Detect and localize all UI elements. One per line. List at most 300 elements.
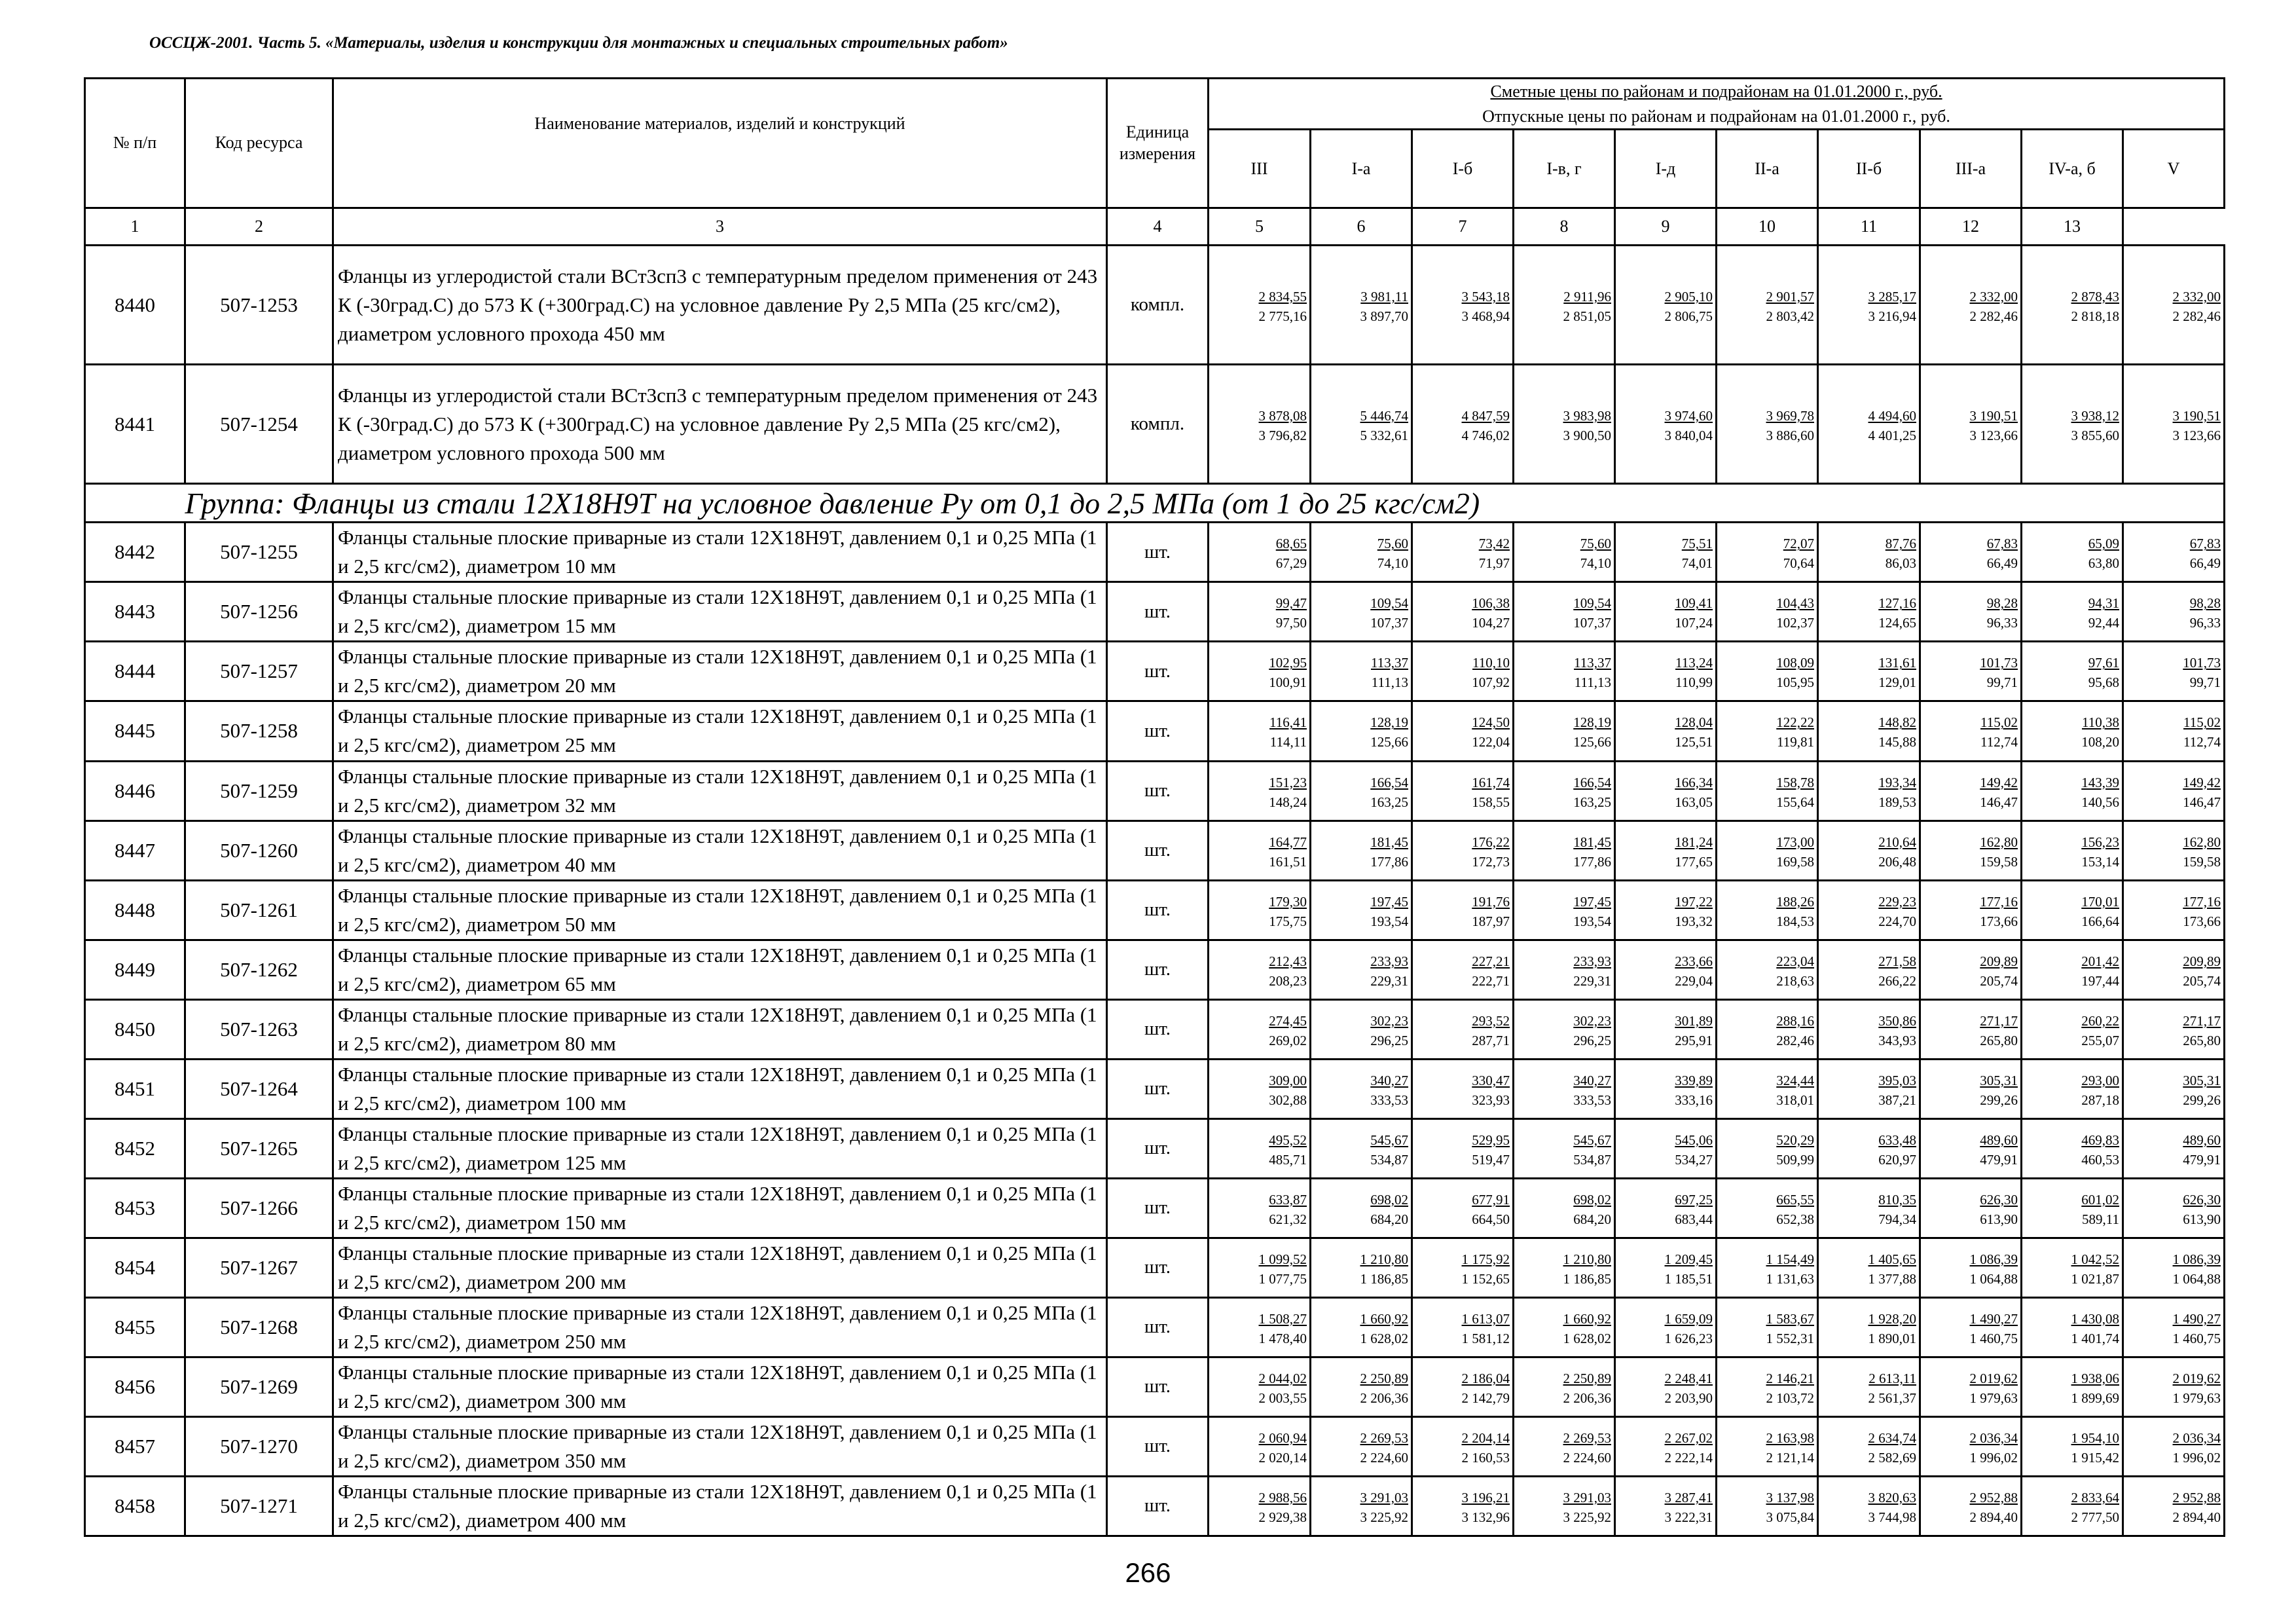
item-name: Фланцы стальные плоские приварные из стали 12Х18Н9Т, давлением 0,1 и 0,25 МПа (1 и 2,5 кгс/см2), диаметром 80 мм: [333, 999, 1107, 1059]
price-cell: [1920, 1297, 2022, 1357]
release-price: 119,81: [1777, 734, 1814, 750]
estimate-price: 127,16: [1878, 595, 1916, 612]
release-price: 318,01: [1776, 1092, 1814, 1108]
release-price: 4 746,02: [1461, 427, 1510, 443]
estimate-price: 1 086,39: [2172, 1251, 2221, 1267]
price-cell: [1514, 1238, 1615, 1297]
row-number: 8451: [85, 1059, 185, 1118]
release-price: 3 132,96: [1461, 1509, 1510, 1525]
estimate-price: 97,61: [2088, 655, 2119, 671]
release-price: 140,56: [2081, 794, 2119, 810]
estimate-price: 197,45: [1370, 893, 1408, 910]
estimate-price: 65,09: [2088, 536, 2119, 552]
estimate-price: 305,31: [1980, 1072, 2018, 1088]
estimate-price: 2 060,94: [1258, 1430, 1307, 1446]
row-number: 8453: [85, 1178, 185, 1238]
price-cell: [2022, 1297, 2123, 1357]
price-cell: [2022, 582, 2123, 642]
estimate-price: 115,02: [1980, 714, 2018, 731]
release-price: 100,91: [1269, 674, 1307, 691]
estimate-price: 3 938,12: [2071, 407, 2119, 424]
release-price: 229,31: [1370, 972, 1408, 989]
estimate-price: 489,60: [1980, 1132, 2018, 1148]
price-cell: [1818, 1178, 1920, 1238]
price-cell: [1920, 1118, 2022, 1178]
estimate-price: 1 938,06: [2071, 1370, 2119, 1386]
item-name: Фланцы стальные плоские приварные из стали 12Х18Н9Т, давлением 0,1 и 0,25 МПа (1 и 2,5 кгс/см2), диаметром 25 мм: [333, 701, 1107, 761]
price-cell: [1412, 246, 1514, 365]
release-price: 74,10: [1377, 555, 1408, 572]
resource-code: 507-1260: [185, 821, 333, 880]
row-number: 8443: [85, 582, 185, 642]
row-number: 8454: [85, 1238, 185, 1297]
release-price: 3 222,31: [1664, 1509, 1713, 1525]
price-cell: [2022, 821, 2123, 880]
release-price: 208,23: [1269, 972, 1307, 989]
price-cell: [1209, 701, 1311, 761]
release-price: 2 224,60: [1360, 1449, 1408, 1466]
estimate-price: 3 878,08: [1258, 407, 1307, 424]
estimate-price: 260,22: [2081, 1012, 2119, 1029]
release-price: 159,58: [2183, 853, 2221, 870]
price-cell: [1209, 1297, 1311, 1357]
release-price: 3 796,82: [1258, 427, 1307, 443]
estimate-price: 330,47: [1472, 1072, 1510, 1088]
release-price: 95,68: [2088, 674, 2119, 691]
price-cell: [1514, 1059, 1615, 1118]
price-cell: [1615, 821, 1717, 880]
region-header: I-в, г: [1514, 130, 1615, 208]
price-cell: [1209, 821, 1311, 880]
estimate-price: 193,34: [1878, 774, 1916, 790]
release-price: 205,74: [2183, 972, 2221, 989]
header-code: Код ресурса: [185, 79, 333, 208]
estimate-price: 75,60: [1580, 536, 1611, 552]
price-cell: [1818, 1059, 1920, 1118]
price-cell: [1615, 523, 1717, 582]
price-cell: [1920, 246, 2022, 365]
row-number: 8450: [85, 999, 185, 1059]
price-cell: [1717, 1178, 1818, 1238]
estimate-price: 128,19: [1573, 714, 1611, 731]
header-estimate-prices: Сметные цены по районам и подрайонам на 01.01.2000 г., руб.: [1490, 82, 1942, 101]
price-cell: [1209, 246, 1311, 365]
resource-code: 507-1261: [185, 880, 333, 940]
price-cell: [1311, 761, 1412, 821]
release-price: 1 626,23: [1664, 1330, 1713, 1346]
release-price: 1 064,88: [1969, 1270, 2018, 1287]
release-price: 266,22: [1878, 972, 1916, 989]
release-price: 269,02: [1269, 1032, 1307, 1048]
price-cell: [1920, 701, 2022, 761]
release-price: 218,63: [1776, 972, 1814, 989]
release-price: 2 206,36: [1360, 1390, 1408, 1406]
price-cell: [2022, 1118, 2123, 1178]
estimate-price: 677,91: [1472, 1191, 1510, 1208]
estimate-price: 2 267,02: [1664, 1430, 1713, 1446]
row-number: 8455: [85, 1297, 185, 1357]
price-cell: [1818, 761, 1920, 821]
release-price: 3 886,60: [1766, 427, 1814, 443]
price-cell: [1818, 523, 1920, 582]
header-price-titles: [1209, 79, 2225, 130]
release-price: 125,66: [1573, 734, 1611, 750]
price-cell: [1818, 642, 1920, 701]
price-cell: [1311, 582, 1412, 642]
unit-of-measure: шт.: [1107, 1118, 1209, 1178]
release-price: 222,71: [1472, 972, 1510, 989]
price-cell: [1514, 999, 1615, 1059]
estimate-price: 520,29: [1776, 1132, 1814, 1148]
release-price: 177,65: [1675, 853, 1713, 870]
price-cell: [2123, 1118, 2225, 1178]
estimate-price: 274,45: [1269, 1012, 1307, 1029]
estimate-price: 301,89: [1675, 1012, 1713, 1029]
release-price: 2 282,46: [1969, 308, 2018, 324]
row-number: 8446: [85, 761, 185, 821]
price-cell: [1717, 1059, 1818, 1118]
item-name: Фланцы стальные плоские приварные из стали 12Х18Н9Т, давлением 0,1 и 0,25 МПа (1 и 2,5 кгс/см2), диаметром 400 мм: [333, 1476, 1107, 1536]
price-cell: [1209, 523, 1311, 582]
release-price: 122,04: [1472, 734, 1510, 750]
estimate-price: 3 983,98: [1563, 407, 1611, 424]
estimate-price: 529,95: [1472, 1132, 1510, 1148]
release-price: 509,99: [1776, 1151, 1814, 1168]
price-cell: [2123, 821, 2225, 880]
release-price: 108,20: [2081, 734, 2119, 750]
estimate-price: 350,86: [1878, 1012, 1916, 1029]
table-row: [85, 940, 2225, 999]
release-price: 3 900,50: [1563, 427, 1611, 443]
release-price: 114,11: [1269, 734, 1307, 750]
estimate-price: 633,48: [1878, 1132, 1916, 1148]
price-cell: [2022, 940, 2123, 999]
release-price: 2 103,72: [1766, 1390, 1814, 1406]
price-cell: [1615, 1238, 1717, 1297]
estimate-price: 2 332,00: [2172, 288, 2221, 304]
estimate-price: 75,51: [1681, 536, 1713, 552]
price-cell: [1717, 582, 1818, 642]
estimate-price: 210,64: [1878, 834, 1916, 850]
unit-of-measure: шт.: [1107, 1178, 1209, 1238]
region-header: I-а: [1311, 130, 1412, 208]
region-header: I-б: [1412, 130, 1514, 208]
release-price: 125,66: [1370, 734, 1408, 750]
estimate-price: 495,52: [1269, 1132, 1307, 1148]
unit-of-measure: шт.: [1107, 821, 1209, 880]
estimate-price: 288,16: [1776, 1012, 1814, 1029]
price-cell: [1717, 365, 1818, 484]
release-price: 1 186,85: [1563, 1270, 1611, 1287]
price-cell: [2022, 1059, 2123, 1118]
release-price: 146,47: [1980, 794, 2018, 810]
estimate-price: 72,07: [1783, 536, 1814, 552]
region-header: III: [1209, 130, 1311, 208]
price-cell: [1615, 701, 1717, 761]
release-price: 2 777,50: [2071, 1509, 2119, 1525]
price-cell: [1311, 1476, 1412, 1536]
estimate-price: 2 146,21: [1766, 1370, 1814, 1386]
estimate-price: 2 952,88: [2172, 1489, 2221, 1505]
estimate-price: 2 250,89: [1563, 1370, 1611, 1386]
price-cell: [2022, 1357, 2123, 1416]
estimate-price: 2 901,57: [1766, 288, 1814, 304]
price-cell: [1615, 365, 1717, 484]
release-price: 2 206,36: [1563, 1390, 1611, 1406]
release-price: 105,95: [1776, 674, 1814, 691]
estimate-price: 223,04: [1776, 953, 1814, 969]
release-price: 3 855,60: [2071, 427, 2119, 443]
release-price: 2 142,79: [1461, 1390, 1510, 1406]
price-cell: [1209, 582, 1311, 642]
estimate-price: 162,80: [1980, 834, 2018, 850]
estimate-price: 810,35: [1878, 1191, 1916, 1208]
estimate-price: 3 974,60: [1664, 407, 1713, 424]
estimate-price: 2 204,14: [1461, 1430, 1510, 1446]
row-number: 8441: [85, 365, 185, 484]
column-number: 6: [1311, 208, 1412, 246]
price-cell: [1412, 642, 1514, 701]
release-price: 1 628,02: [1563, 1330, 1611, 1346]
price-cell: [1920, 1416, 2022, 1476]
price-cell: [1311, 523, 1412, 582]
item-name: Фланцы из углеродистой стали ВСт3сп3 с температурным пределом применения от 243 К (-30град.С) до 573 К (+300град.С) на условное давление Ру 2,5 МПа (25 кгс/см2), диаметром условного прохода 500 мм: [333, 365, 1107, 484]
price-cell: [1311, 246, 1412, 365]
estimate-price: 113,37: [1574, 655, 1611, 671]
estimate-price: 197,22: [1675, 893, 1713, 910]
price-cell: [1311, 1238, 1412, 1297]
price-cell: [1209, 1118, 1311, 1178]
release-price: 97,50: [1275, 615, 1307, 631]
estimate-price: 233,93: [1573, 953, 1611, 969]
estimate-price: 2 019,62: [1969, 1370, 2018, 1386]
price-cell: [1412, 940, 1514, 999]
estimate-price: 4 847,59: [1461, 407, 1510, 424]
price-cell: [1514, 821, 1615, 880]
resource-code: 507-1267: [185, 1238, 333, 1297]
release-price: 1 021,87: [2071, 1270, 2119, 1287]
price-cell: [1311, 1357, 1412, 1416]
price-cell: [1818, 821, 1920, 880]
header-unit: Единица измерения: [1107, 79, 1209, 208]
price-cell: [2123, 1416, 2225, 1476]
estimate-price: 115,02: [2183, 714, 2221, 731]
release-price: 3 216,94: [1868, 308, 1916, 324]
release-price: 343,93: [1878, 1032, 1916, 1048]
release-price: 3 744,98: [1868, 1509, 1916, 1525]
estimate-price: 143,39: [2081, 774, 2119, 790]
estimate-price: 1 954,10: [2071, 1430, 2119, 1446]
price-cell: [1209, 365, 1311, 484]
release-price: 299,26: [2183, 1092, 2221, 1108]
price-cell: [1615, 940, 1717, 999]
region-header: II-а: [1717, 130, 1818, 208]
price-cell: [1717, 1476, 1818, 1536]
estimate-price: 101,73: [2183, 655, 2221, 671]
price-cell: [1209, 1476, 1311, 1536]
estimate-price: 1 042,52: [2071, 1251, 2119, 1267]
unit-of-measure: шт.: [1107, 701, 1209, 761]
price-cell: [1818, 701, 1920, 761]
estimate-price: 67,83: [2189, 536, 2221, 552]
estimate-price: 170,01: [2081, 893, 2119, 910]
estimate-price: 340,27: [1573, 1072, 1611, 1088]
row-number: 8456: [85, 1357, 185, 1416]
release-price: 2 282,46: [2172, 308, 2221, 324]
release-price: 1 064,88: [2172, 1270, 2221, 1287]
header-release-prices: Отпускные цены по районам и подрайонам на 01.01.2000 г., руб.: [1482, 106, 1950, 126]
price-cell: [1920, 642, 2022, 701]
price-cell: [1717, 761, 1818, 821]
price-cell: [1717, 1416, 1818, 1476]
estimate-price: 4 494,60: [1868, 407, 1916, 424]
price-cell: [1920, 821, 2022, 880]
release-price: 1 996,02: [1969, 1449, 2018, 1466]
price-cell: [1412, 1059, 1514, 1118]
release-price: 1 899,69: [2071, 1390, 2119, 1406]
estimate-price: 1 209,45: [1664, 1251, 1713, 1267]
item-name: Фланцы стальные плоские приварные из стали 12Х18Н9Т, давлением 0,1 и 0,25 МПа (1 и 2,5 кгс/см2), диаметром 350 мм: [333, 1416, 1107, 1476]
estimate-price: 2 036,34: [1969, 1430, 2018, 1446]
price-cell: [1412, 1357, 1514, 1416]
release-price: 1 628,02: [1360, 1330, 1408, 1346]
estimate-price: 2 952,88: [1969, 1489, 2018, 1505]
item-name: Фланцы стальные плоские приварные из стали 12Х18Н9Т, давлением 0,1 и 0,25 МПа (1 и 2,5 кгс/см2), диаметром 250 мм: [333, 1297, 1107, 1357]
estimate-price: 3 291,03: [1360, 1489, 1408, 1505]
unit-of-measure: шт.: [1107, 999, 1209, 1059]
estimate-price: 2 834,55: [1258, 288, 1307, 304]
row-number: 8445: [85, 701, 185, 761]
release-price: 66,49: [2189, 555, 2221, 572]
estimate-price: 339,89: [1675, 1072, 1713, 1088]
price-cell: [1615, 642, 1717, 701]
estimate-price: 68,65: [1275, 536, 1307, 552]
price-cell: [1209, 940, 1311, 999]
estimate-price: 161,74: [1472, 774, 1510, 790]
estimate-price: 166,54: [1573, 774, 1611, 790]
price-cell: [2123, 940, 2225, 999]
release-price: 125,51: [1675, 734, 1713, 750]
release-price: 534,87: [1370, 1151, 1408, 1168]
price-cell: [1412, 821, 1514, 880]
estimate-price: 1 210,80: [1360, 1251, 1408, 1267]
unit-of-measure: шт.: [1107, 1416, 1209, 1476]
estimate-price: 122,22: [1776, 714, 1814, 731]
price-cell: [1514, 246, 1615, 365]
resource-code: 507-1255: [185, 523, 333, 582]
table-row: [85, 246, 2225, 365]
table-row: [85, 1059, 2225, 1118]
release-price: 295,91: [1675, 1032, 1713, 1048]
item-name: Фланцы стальные плоские приварные из стали 12Х18Н9Т, давлением 0,1 и 0,25 МПа (1 и 2,5 кгс/см2), диаметром 20 мм: [333, 642, 1107, 701]
release-price: 63,80: [2088, 555, 2119, 572]
estimate-price: 293,00: [2081, 1072, 2119, 1088]
release-price: 2 806,75: [1664, 308, 1713, 324]
price-cell: [2123, 1357, 2225, 1416]
price-cell: [1412, 1416, 1514, 1476]
table-row: [85, 1238, 2225, 1297]
region-header: II-б: [1818, 130, 1920, 208]
estimate-price: 271,58: [1878, 953, 1916, 969]
release-price: 111,13: [1574, 674, 1611, 691]
column-number: 10: [1717, 208, 1818, 246]
price-cell: [1717, 1297, 1818, 1357]
price-cell: [1412, 582, 1514, 642]
estimate-price: 173,00: [1776, 834, 1814, 850]
release-price: 129,01: [1878, 674, 1916, 691]
resource-code: 507-1265: [185, 1118, 333, 1178]
estimate-price: 395,03: [1878, 1072, 1916, 1088]
price-cell: [1920, 1476, 2022, 1536]
release-price: 534,87: [1573, 1151, 1611, 1168]
release-price: 2 222,14: [1664, 1449, 1713, 1466]
price-cell: [1615, 1059, 1717, 1118]
unit-of-measure: шт.: [1107, 1059, 1209, 1118]
release-price: 460,53: [2081, 1151, 2119, 1168]
price-cell: [1818, 365, 1920, 484]
release-price: 74,10: [1580, 555, 1611, 572]
estimate-price: 233,66: [1675, 953, 1713, 969]
item-name: Фланцы стальные плоские приварные из стали 12Х18Н9Т, давлением 0,1 и 0,25 МПа (1 и 2,5 кгс/см2), диаметром 50 мм: [333, 880, 1107, 940]
estimate-price: 293,52: [1472, 1012, 1510, 1029]
estimate-price: 545,67: [1573, 1132, 1611, 1148]
price-cell: [2022, 523, 2123, 582]
estimate-price: 156,23: [2081, 834, 2119, 850]
unit-of-measure: шт.: [1107, 642, 1209, 701]
estimate-price: 102,95: [1269, 655, 1307, 671]
price-cell: [1615, 880, 1717, 940]
header-name: Наименование материалов, изделий и конструкций: [333, 79, 1107, 208]
price-cell: [1615, 1416, 1717, 1476]
release-price: 3 897,70: [1360, 308, 1408, 324]
release-price: 110,99: [1675, 674, 1713, 691]
release-price: 155,64: [1776, 794, 1814, 810]
price-cell: [1311, 1297, 1412, 1357]
estimate-price: 1 490,27: [2172, 1310, 2221, 1327]
release-price: 71,97: [1478, 555, 1510, 572]
row-number: 8452: [85, 1118, 185, 1178]
row-number: 8458: [85, 1476, 185, 1536]
price-cell: [1818, 999, 1920, 1059]
row-number: 8440: [85, 246, 185, 365]
release-price: 282,46: [1776, 1032, 1814, 1048]
price-cell: [1615, 1118, 1717, 1178]
resource-code: 507-1254: [185, 365, 333, 484]
resource-code: 507-1269: [185, 1357, 333, 1416]
region-header: IV-а, б: [2022, 130, 2123, 208]
price-cell: [1311, 365, 1412, 484]
release-price: 177,86: [1573, 853, 1611, 870]
release-price: 173,66: [2183, 913, 2221, 929]
release-price: 299,26: [1980, 1092, 2018, 1108]
item-name: Фланцы стальные плоские приварные из стали 12Х18Н9Т, давлением 0,1 и 0,25 МПа (1 и 2,5 кгс/см2), диаметром 65 мм: [333, 940, 1107, 999]
estimate-price: 2 044,02: [1258, 1370, 1307, 1386]
estimate-price: 209,89: [1980, 953, 2018, 969]
price-cell: [1514, 1357, 1615, 1416]
release-price: 3 468,94: [1461, 308, 1510, 324]
release-price: 173,66: [1980, 913, 2018, 929]
release-price: 2 894,40: [2172, 1509, 2221, 1525]
release-price: 2 803,42: [1766, 308, 1814, 324]
release-price: 158,55: [1472, 794, 1510, 810]
column-number: 1: [85, 208, 185, 246]
release-price: 1 581,12: [1461, 1330, 1510, 1346]
estimate-price: 106,38: [1472, 595, 1510, 612]
price-cell: [1920, 582, 2022, 642]
table-body: [85, 246, 2225, 1536]
region-header: I-д: [1615, 130, 1717, 208]
price-cell: [1514, 1118, 1615, 1178]
